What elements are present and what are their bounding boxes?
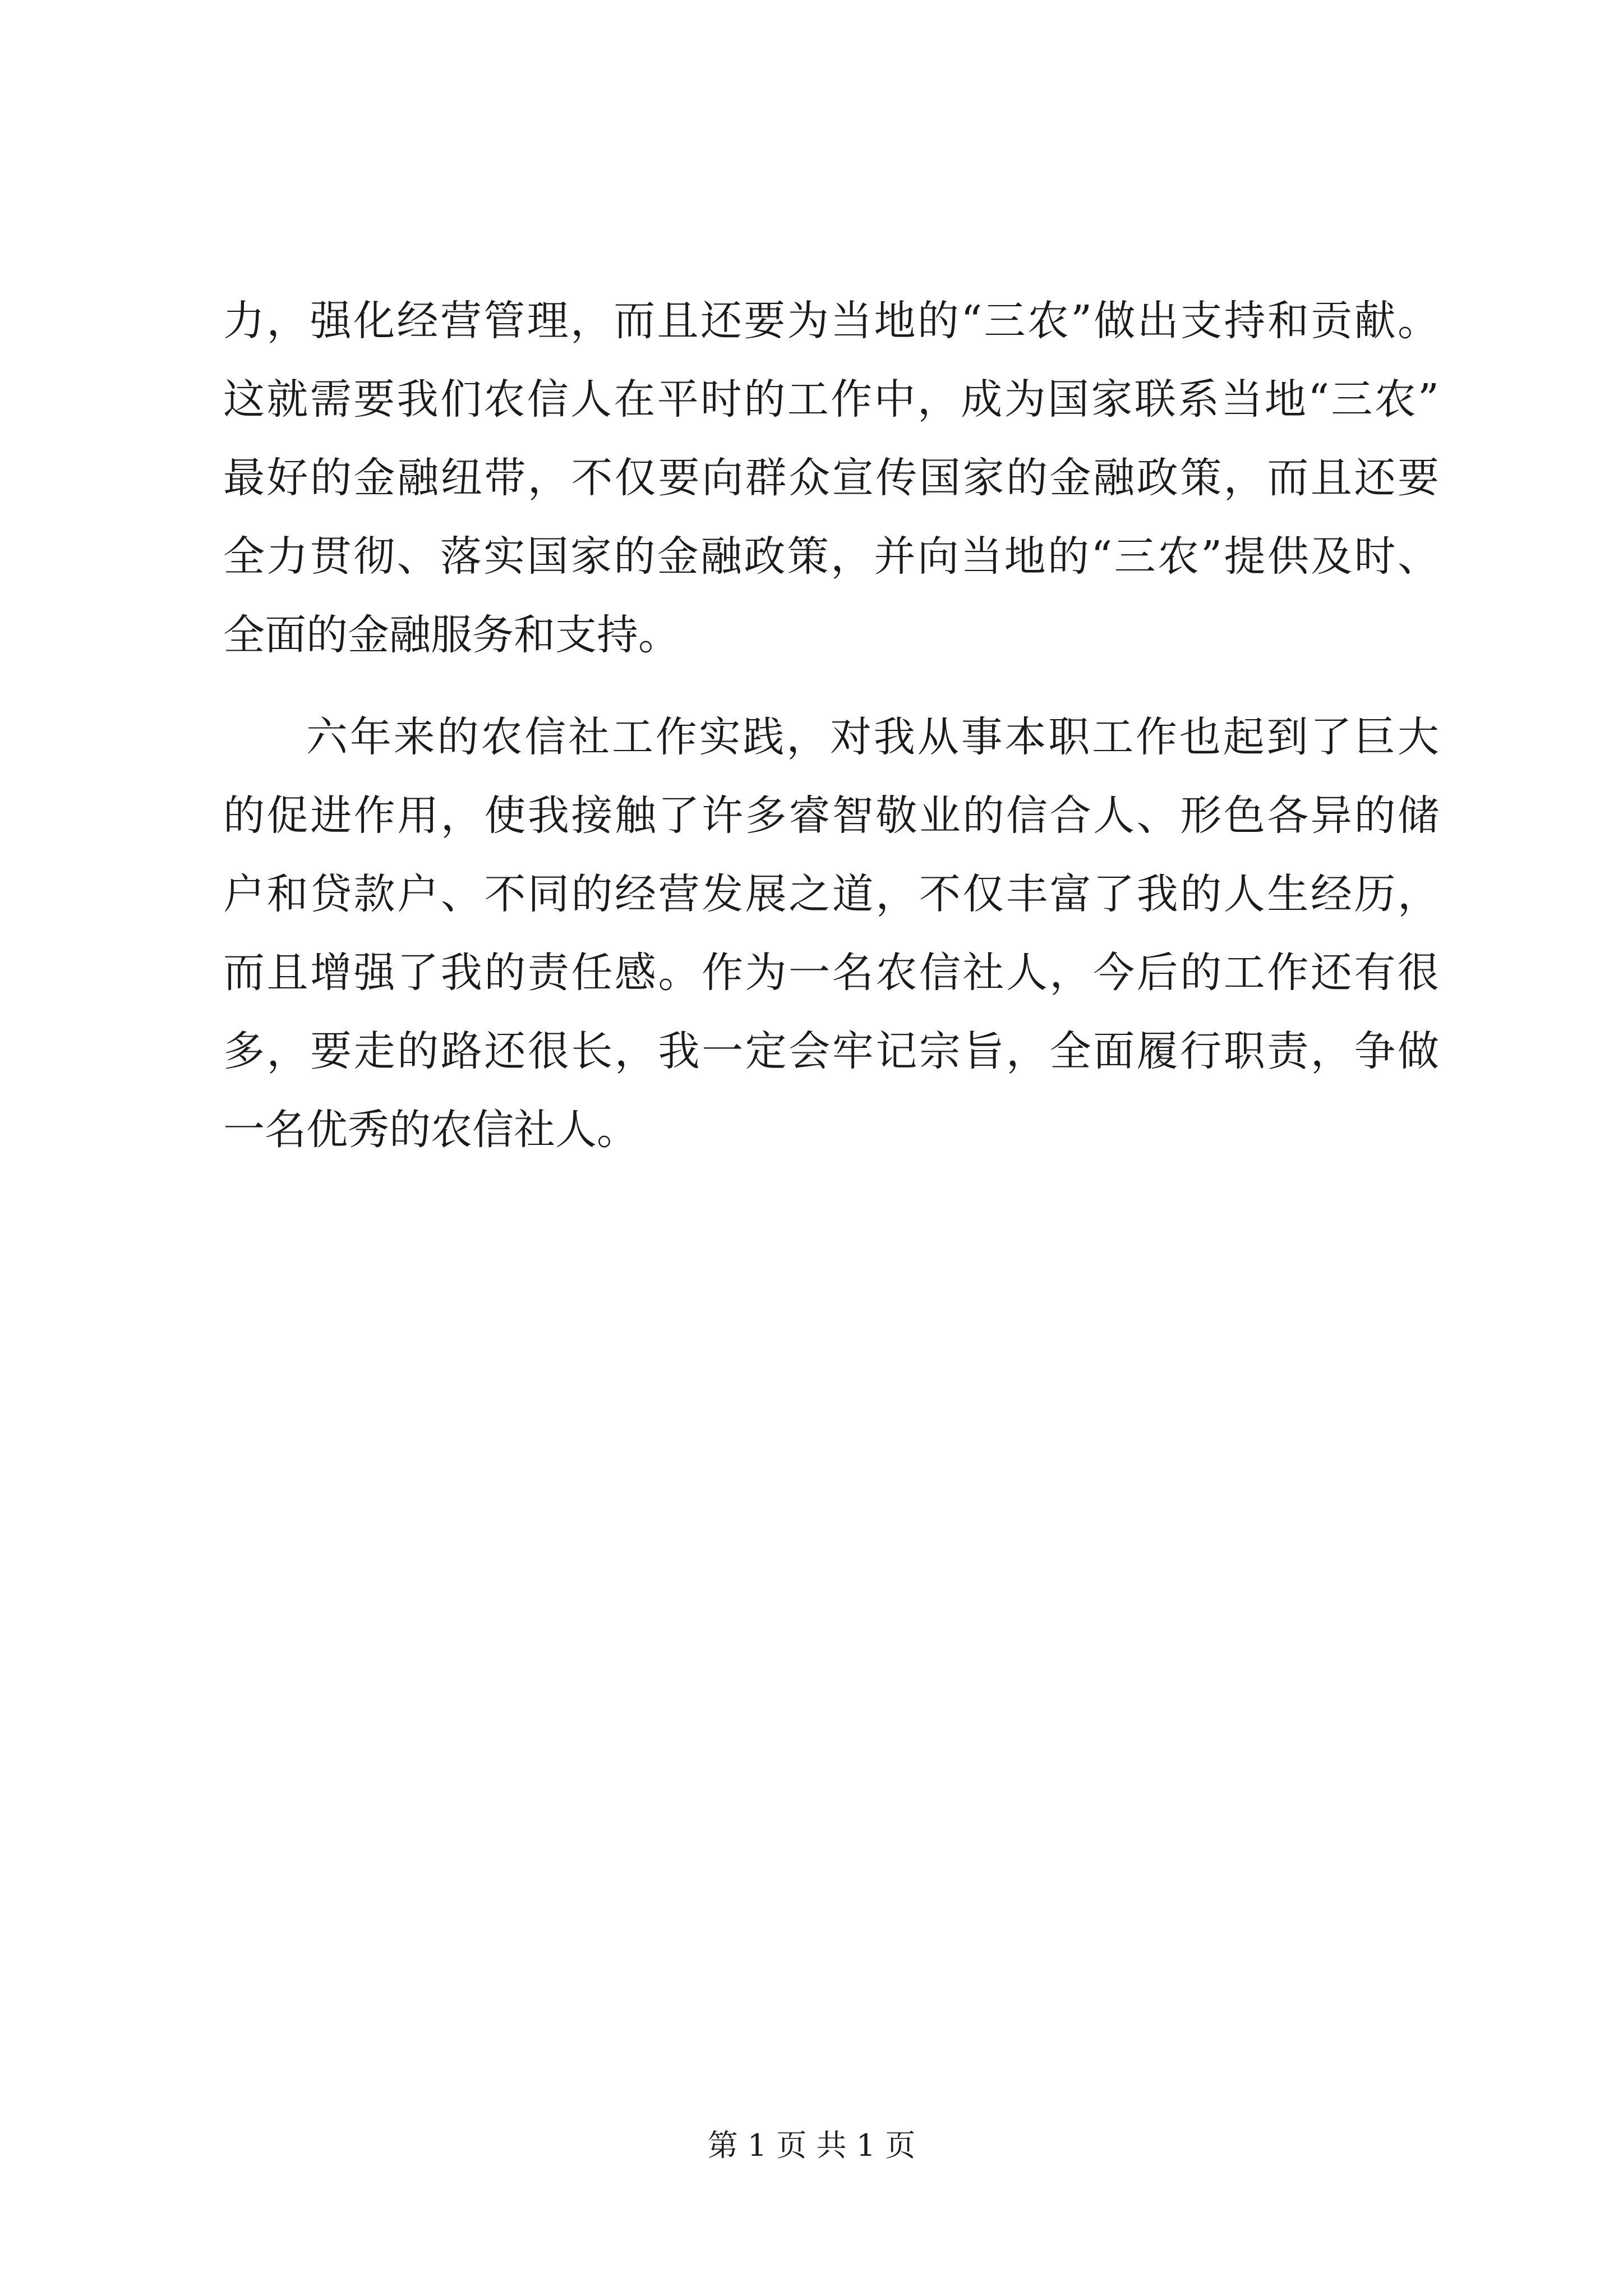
paragraph-2-line-2: 的促进作用，使我接触了许多睿智敬业的信合人、形色各异的储	[223, 792, 1439, 840]
page-footer: 第 1 页 共 1 页	[707, 2128, 916, 2163]
paragraph-1-line-4: 全力贯彻、落实国家的金融政策，并向当地的“三农”提供及时、	[223, 532, 1439, 581]
paragraph-1-line-5: 全面的金融服务和支持。	[223, 611, 680, 659]
paragraph-2-line-4: 而且增强了我的责任感。作为一名农信社人，今后的工作还有很	[223, 949, 1439, 997]
paragraph-1-line-2: 这就需要我们农信人在平时的工作中，成为国家联系当地“三农”	[223, 375, 1439, 424]
paragraph-2-line-6: 一名优秀的农信社人。	[223, 1106, 638, 1154]
paragraph-1-line-3: 最好的金融纽带，不仅要向群众宣传国家的金融政策，而且还要	[223, 454, 1439, 502]
paragraph-2-line-3: 户和贷款户、不同的经营发展之道，不仅丰富了我的人生经历，	[223, 870, 1439, 918]
paragraph-2-line-1: 六年来的农信社工作实践，对我从事本职工作也起到了巨大	[306, 713, 1439, 761]
paragraph-1-line-1: 力，强化经营管理，而且还要为当地的“三农”做出支持和贡献。	[223, 297, 1439, 345]
paragraph-2-line-5: 多，要走的路还很长，我一定会牢记宗旨，全面履行职责，争做	[223, 1027, 1439, 1075]
